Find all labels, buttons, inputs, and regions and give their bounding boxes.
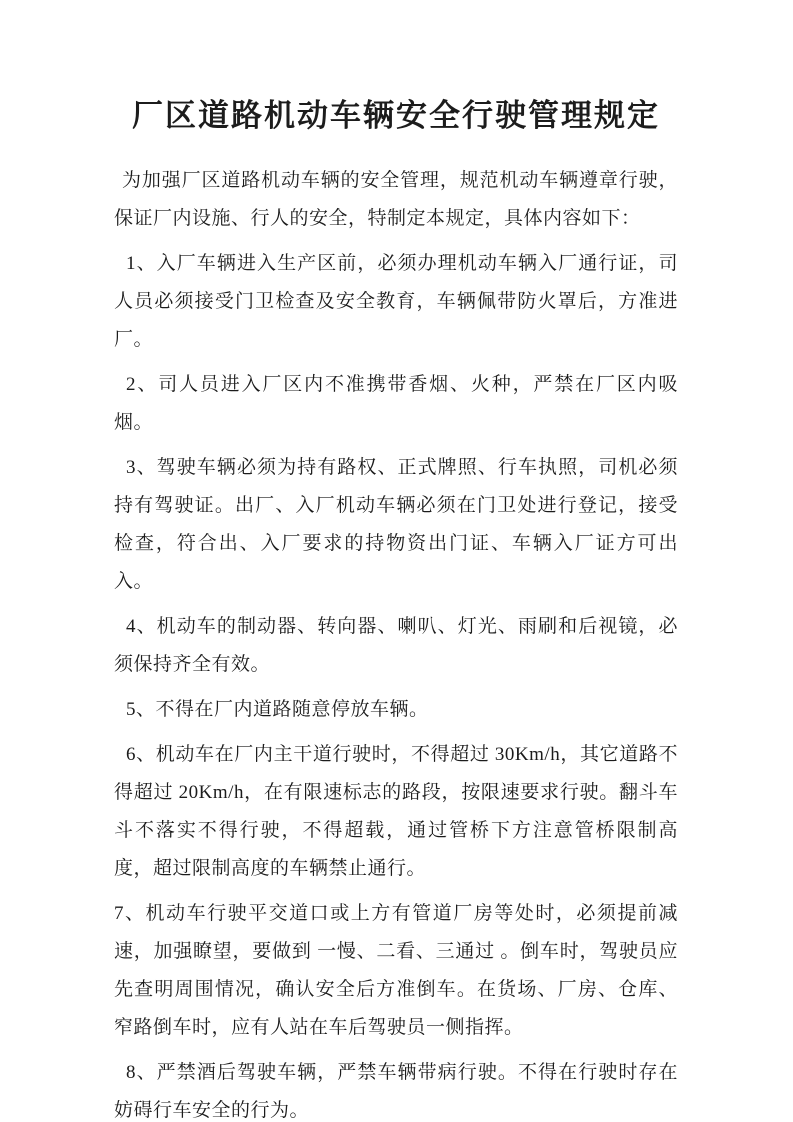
document-title: 厂区道路机动车辆安全行驶管理规定 <box>132 98 660 133</box>
rule-item-2: 2、司人员进入厂区内不准携带香烟、火种，严禁在厂区内吸烟。 <box>114 374 678 433</box>
intro-paragraph: 为加强厂区道路机动车辆的安全管理，规范机动车辆遵章行驶，保证厂内设施、行人的安全，特制定本规定，具体内容如下： <box>114 170 678 229</box>
rule-item-5: 5、不得在厂内道路随意停放车辆。 <box>126 699 429 720</box>
rule-item-1: 1、入厂车辆进入生产区前，必须办理机动车辆入厂通行证，司人员必须接受门卫检查及安全教育，车辆佩带防火罩后，方准进厂。 <box>114 253 678 350</box>
rule-item-4: 4、机动车的制动器、转向器、喇叭、灯光、雨刷和后视镜，必须保持齐全有效。 <box>114 616 678 675</box>
rule-item-8: 8、严禁酒后驾驶车辆，严禁车辆带病行驶。不得在行驶时存在妨碍行车安全的行为。 <box>114 1062 678 1121</box>
rule-item-7: 7、机动车行驶平交道口或上方有管道厂房等处时，必须提前减速，加强瞭望，要做到 一慢、二看、三通过 。倒车时，驾驶员应先查明周围情况，确认安全后方准倒车。在货场、厂房、仓库、窄路倒车时，应有人站在车后驾驶员一侧指挥。 <box>114 903 678 1038</box>
rule-item-6: 6、机动车在厂内主干道行驶时，不得超过 30Km/h，其它道路不得超过 20Km/h，在有限速标志的路段，按限速要求行驶。翻斗车斗不落实不得行驶，不得超载，通过管桥下方注意管桥限制高度，超过限制高度的车辆禁止通行。 <box>114 744 678 879</box>
rule-item-3: 3、驾驶车辆必须为持有路权、正式牌照、行车执照，司机必须持有驾驶证。出厂、入厂机动车辆必须在门卫处进行登记，接受检查，符合出、入厂要求的持物资出门证、车辆入厂证方可出入。 <box>114 457 678 592</box>
